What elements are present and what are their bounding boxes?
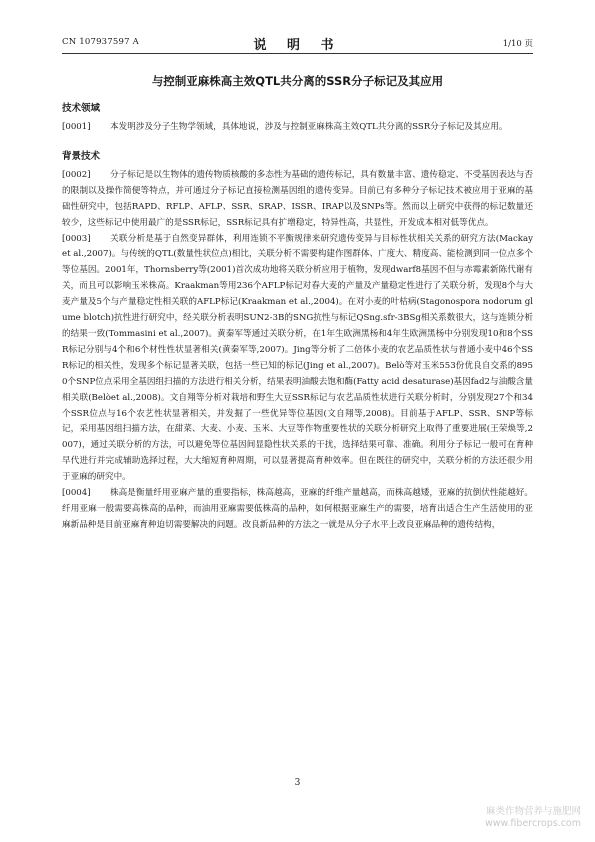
watermark-name: 麻类作物营养与施肥网 [485, 806, 581, 817]
patent-number: CN 107937597 A [62, 37, 139, 47]
paragraph-0001 [62, 120, 533, 136]
document-type: 说 明 书 [253, 38, 342, 53]
paragraph-0003 [62, 232, 533, 487]
paragraph-number: [0004] [62, 488, 91, 499]
header-rule [62, 53, 533, 54]
paragraph-text: 关联分析是基于自然变异群体，利用连锁不平衡规律来研究遗传变异与目标性状相关关系的研究方法(Mackay et al.,2007)。与传统的QTL(数量性状位点)相比，关联分析不需要构建作图群体、广度大、精度高、能检测到同一位点多个等位基因。2001年，Thornsberry等(2001)首次成功地将关联分析应用于植物，发现dwarf8基因不但与赤霉素新陈代谢有关，而且可以影响玉米株高。Kraakman等用236个AFLP标记对春大麦的产量及产量稳定性进行了关联分析，发现8个与大麦产量及5个与产量稳定性相关联的AFLP标记(Kraakman et al.,2004)。在对小麦的叶枯病(Stagonospora nodorum glume blotch)抗性进行研究中，经关联分析表明SUN2-3B的SNG抗性与标记QSng.sfr-3BSg相关系数很大，这与连锁分析的结果一致(Tommasini et al.,2007)。黄秦军等通过关联分析，在1年生欧洲黑杨和4年生欧洲黑杨中分别发现10和8个SSR标记分别与4个和6个材性性状显著相关(黄秦军等,2007)。Jing等分析了二倍体小麦的农艺品质性状与普通小麦中46个SSR标记的相关性，发现多个标记显著关联，包括一些已知的标记(Jing et al.,2007)。Belò等对玉米553份优良自交系的8950个SNP位点采用全基因组扫描的方法进行相关分析，结果表明油酸去饱和酶(Fatty acid desaturase)基因fad2与油酸含量相关联(Belòet al.,2008)。文自翔等分析对栽培和野生大豆SSR标记与农艺品质性状进行关联分析时，分别发现27个和34个SSR位点与16个农艺性状显著相关，并发掘了一些优异等位基因(文自翔等,2008)。目前基于AFLP、SSR、SNP等标记，采用基因组扫描方法，在甜菜、大麦、小麦、玉米、大豆等作物重要性状的关联分析研究上取得了重要进展(王荣焕等,2007)，通过关联分析的方法，可以避免等位基因间显隐性状关系的干扰，选择结果可靠、准确。利用分子标记一般可在育种早代进行并完成辅助选择过程，大大缩短育种周期，可以显著提高育种效率。但在既往的研究中，关联分析的方法还很少用于亚麻的研究中。 [62, 233, 533, 483]
paragraph-text: 本发明涉及分子生物学领域，具体地说，涉及与控制亚麻株高主效QTL共分离的SSR分子标记及其应用。 [110, 122, 508, 132]
watermark [485, 806, 581, 830]
document-body [62, 102, 533, 534]
paragraph-number: [0001] [62, 122, 91, 132]
section-heading-tech-field: 技术领域 [62, 103, 101, 114]
paragraph-text: 株高是衡量纤用亚麻产量的重要指标，株高越高，亚麻的纤维产量越高，而株高越矮，亚麻的抗倒伏性能越好。纤用亚麻一般需要高株高的品种，而油用亚麻需要低株高的品种，如何根据亚麻生产的需要，培育出适合生产生活使用的亚麻新品种是目前亚麻育种迫切需要解决的问题。改良新品种的方法之一就是从分子水平上改良亚麻品种的遗传结构， [62, 488, 533, 530]
paragraph-number: [0002] [62, 169, 91, 180]
document-title: 与控制亚麻株高主效QTL共分离的SSR分子标记及其应用 [151, 74, 444, 88]
paragraph-0004 [62, 486, 533, 534]
page-indicator: 1/10 页 [502, 39, 533, 49]
page-number: 3 [294, 778, 301, 788]
paragraph-0002 [62, 168, 533, 232]
paragraph-number: [0003] [62, 233, 91, 244]
section-heading-background: 背景技术 [62, 150, 101, 162]
page-header [62, 34, 533, 53]
watermark-url: www.fibercrops.com [484, 818, 581, 829]
paragraph-text: 分子标记是以生物体的遗传物质核酸的多态性为基础的遗传标记，具有数量丰富、遗传稳定、不受基因表达与否的限制以及操作简便等特点，并可通过分子标记直接检测基因组的遗传变异。目前已有多种分子标记技术被应用于亚麻的基础性研究中，包括RAPD、RFLP、AFLP、SSR、SRAP、ISSR、IRAP以及SNPs等。然而以上研究中获得的标记数量还较少，这些标记中使用最广的是SSR标记，SSR标记具有扩增稳定，特异性高，共显性，开发成本相对低等优点。 [62, 169, 533, 228]
